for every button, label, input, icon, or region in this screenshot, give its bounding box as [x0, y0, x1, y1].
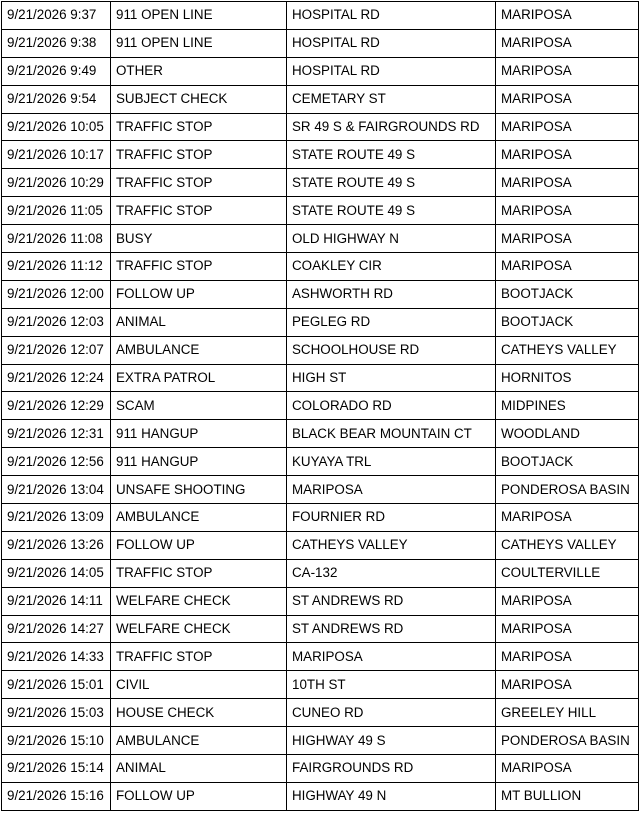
datetime-cell: 9/21/2026 10:17 — [2, 141, 111, 169]
address-cell: ST ANDREWS RD — [287, 615, 496, 643]
address-cell: STATE ROUTE 49 S — [287, 169, 496, 197]
city-cell: MARIPOSA — [496, 615, 639, 643]
call-type-cell: OTHER — [111, 57, 287, 85]
call-type-cell: FOLLOW UP — [111, 531, 287, 559]
call-type-cell: TRAFFIC STOP — [111, 141, 287, 169]
address-cell: COAKLEY CIR — [287, 253, 496, 281]
call-type-cell: 911 OPEN LINE — [111, 2, 287, 30]
table-row — [2, 85, 639, 113]
datetime-cell: 9/21/2026 12:56 — [2, 448, 111, 476]
call-type-cell: FOLLOW UP — [111, 280, 287, 308]
datetime-cell: 9/21/2026 15:16 — [2, 782, 111, 810]
city-cell: MARIPOSA — [496, 587, 639, 615]
address-cell: MARIPOSA — [287, 643, 496, 671]
table-row — [2, 476, 639, 504]
call-type-cell: TRAFFIC STOP — [111, 197, 287, 225]
table-row — [2, 29, 639, 57]
city-cell: MARIPOSA — [496, 643, 639, 671]
city-cell: MARIPOSA — [496, 755, 639, 783]
datetime-cell: 9/21/2026 9:37 — [2, 2, 111, 30]
address-cell: PEGLEG RD — [287, 308, 496, 336]
address-cell: FAIRGROUNDS RD — [287, 755, 496, 783]
call-log-table — [1, 1, 639, 811]
address-cell: HOSPITAL RD — [287, 29, 496, 57]
table-row — [2, 531, 639, 559]
call-type-cell: CIVIL — [111, 671, 287, 699]
address-cell: ST ANDREWS RD — [287, 587, 496, 615]
city-cell: HORNITOS — [496, 364, 639, 392]
table-row — [2, 197, 639, 225]
table-row — [2, 615, 639, 643]
city-cell: MARIPOSA — [496, 85, 639, 113]
call-type-cell: AMBULANCE — [111, 504, 287, 532]
table-row — [2, 671, 639, 699]
datetime-cell: 9/21/2026 15:14 — [2, 755, 111, 783]
city-cell: MARIPOSA — [496, 2, 639, 30]
table-row — [2, 392, 639, 420]
datetime-cell: 9/21/2026 14:11 — [2, 587, 111, 615]
address-cell: SCHOOLHOUSE RD — [287, 336, 496, 364]
address-cell: SR 49 S & FAIRGROUNDS RD — [287, 113, 496, 141]
city-cell: MARIPOSA — [496, 197, 639, 225]
call-type-cell: TRAFFIC STOP — [111, 113, 287, 141]
address-cell: CEMETARY ST — [287, 85, 496, 113]
address-cell: 10TH ST — [287, 671, 496, 699]
datetime-cell: 9/21/2026 14:33 — [2, 643, 111, 671]
table-row — [2, 280, 639, 308]
city-cell: MARIPOSA — [496, 113, 639, 141]
datetime-cell: 9/21/2026 12:07 — [2, 336, 111, 364]
call-type-cell: SUBJECT CHECK — [111, 85, 287, 113]
datetime-cell: 9/21/2026 9:38 — [2, 29, 111, 57]
table-row — [2, 253, 639, 281]
datetime-cell: 9/21/2026 12:24 — [2, 364, 111, 392]
city-cell: MARIPOSA — [496, 671, 639, 699]
datetime-cell: 9/21/2026 13:04 — [2, 476, 111, 504]
city-cell: MT BULLION — [496, 782, 639, 810]
city-cell: MARIPOSA — [496, 29, 639, 57]
address-cell: MARIPOSA — [287, 476, 496, 504]
address-cell: HOSPITAL RD — [287, 57, 496, 85]
city-cell: MARIPOSA — [496, 141, 639, 169]
call-type-cell: TRAFFIC STOP — [111, 169, 287, 197]
call-type-cell: HOUSE CHECK — [111, 699, 287, 727]
call-type-cell: TRAFFIC STOP — [111, 253, 287, 281]
call-type-cell: AMBULANCE — [111, 727, 287, 755]
city-cell: PONDEROSA BASIN — [496, 727, 639, 755]
datetime-cell: 9/21/2026 13:26 — [2, 531, 111, 559]
table-row — [2, 755, 639, 783]
datetime-cell: 9/21/2026 12:00 — [2, 280, 111, 308]
city-cell: BOOTJACK — [496, 280, 639, 308]
table-row — [2, 559, 639, 587]
datetime-cell: 9/21/2026 9:54 — [2, 85, 111, 113]
table-row — [2, 420, 639, 448]
call-type-cell: EXTRA PATROL — [111, 364, 287, 392]
call-type-cell: FOLLOW UP — [111, 782, 287, 810]
table-row — [2, 643, 639, 671]
city-cell: WOODLAND — [496, 420, 639, 448]
call-type-cell: WELFARE CHECK — [111, 587, 287, 615]
datetime-cell: 9/21/2026 14:27 — [2, 615, 111, 643]
datetime-cell: 9/21/2026 14:05 — [2, 559, 111, 587]
datetime-cell: 9/21/2026 15:01 — [2, 671, 111, 699]
city-cell: CATHEYS VALLEY — [496, 336, 639, 364]
table-row — [2, 169, 639, 197]
address-cell: HOSPITAL RD — [287, 2, 496, 30]
datetime-cell: 9/21/2026 15:10 — [2, 727, 111, 755]
call-log-body — [2, 2, 639, 811]
datetime-cell: 9/21/2026 12:29 — [2, 392, 111, 420]
datetime-cell: 9/21/2026 10:29 — [2, 169, 111, 197]
address-cell: KUYAYA TRL — [287, 448, 496, 476]
address-cell: STATE ROUTE 49 S — [287, 141, 496, 169]
call-type-cell: 911 OPEN LINE — [111, 29, 287, 57]
address-cell: HIGHWAY 49 S — [287, 727, 496, 755]
table-row — [2, 448, 639, 476]
table-row — [2, 113, 639, 141]
call-type-cell: 911 HANGUP — [111, 420, 287, 448]
call-type-cell: WELFARE CHECK — [111, 615, 287, 643]
city-cell: MIDPINES — [496, 392, 639, 420]
table-row — [2, 225, 639, 253]
datetime-cell: 9/21/2026 15:03 — [2, 699, 111, 727]
address-cell: HIGH ST — [287, 364, 496, 392]
city-cell: BOOTJACK — [496, 448, 639, 476]
address-cell: FOURNIER RD — [287, 504, 496, 532]
city-cell: BOOTJACK — [496, 308, 639, 336]
datetime-cell: 9/21/2026 10:05 — [2, 113, 111, 141]
city-cell: PONDEROSA BASIN — [496, 476, 639, 504]
table-row — [2, 727, 639, 755]
call-type-cell: SCAM — [111, 392, 287, 420]
address-cell: CATHEYS VALLEY — [287, 531, 496, 559]
call-type-cell: TRAFFIC STOP — [111, 559, 287, 587]
datetime-cell: 9/21/2026 11:08 — [2, 225, 111, 253]
call-type-cell: AMBULANCE — [111, 336, 287, 364]
table-row — [2, 141, 639, 169]
city-cell: MARIPOSA — [496, 253, 639, 281]
datetime-cell: 9/21/2026 11:12 — [2, 253, 111, 281]
table-row — [2, 57, 639, 85]
address-cell: ASHWORTH RD — [287, 280, 496, 308]
table-row — [2, 308, 639, 336]
call-type-cell: ANIMAL — [111, 755, 287, 783]
datetime-cell: 9/21/2026 9:49 — [2, 57, 111, 85]
table-row — [2, 782, 639, 810]
city-cell: MARIPOSA — [496, 225, 639, 253]
call-type-cell: BUSY — [111, 225, 287, 253]
table-row — [2, 504, 639, 532]
table-row — [2, 2, 639, 30]
city-cell: MARIPOSA — [496, 169, 639, 197]
address-cell: BLACK BEAR MOUNTAIN CT — [287, 420, 496, 448]
datetime-cell: 9/21/2026 13:09 — [2, 504, 111, 532]
datetime-cell: 9/21/2026 11:05 — [2, 197, 111, 225]
address-cell: CUNEO RD — [287, 699, 496, 727]
city-cell: COULTERVILLE — [496, 559, 639, 587]
city-cell: MARIPOSA — [496, 57, 639, 85]
call-type-cell: UNSAFE SHOOTING — [111, 476, 287, 504]
table-row — [2, 699, 639, 727]
call-type-cell: 911 HANGUP — [111, 448, 287, 476]
city-cell: CATHEYS VALLEY — [496, 531, 639, 559]
city-cell: GREELEY HILL — [496, 699, 639, 727]
datetime-cell: 9/21/2026 12:03 — [2, 308, 111, 336]
address-cell: COLORADO RD — [287, 392, 496, 420]
address-cell: CA-132 — [287, 559, 496, 587]
table-row — [2, 364, 639, 392]
call-type-cell: ANIMAL — [111, 308, 287, 336]
address-cell: STATE ROUTE 49 S — [287, 197, 496, 225]
datetime-cell: 9/21/2026 12:31 — [2, 420, 111, 448]
city-cell: MARIPOSA — [496, 504, 639, 532]
address-cell: HIGHWAY 49 N — [287, 782, 496, 810]
table-row — [2, 587, 639, 615]
address-cell: OLD HIGHWAY N — [287, 225, 496, 253]
table-row — [2, 336, 639, 364]
call-type-cell: TRAFFIC STOP — [111, 643, 287, 671]
